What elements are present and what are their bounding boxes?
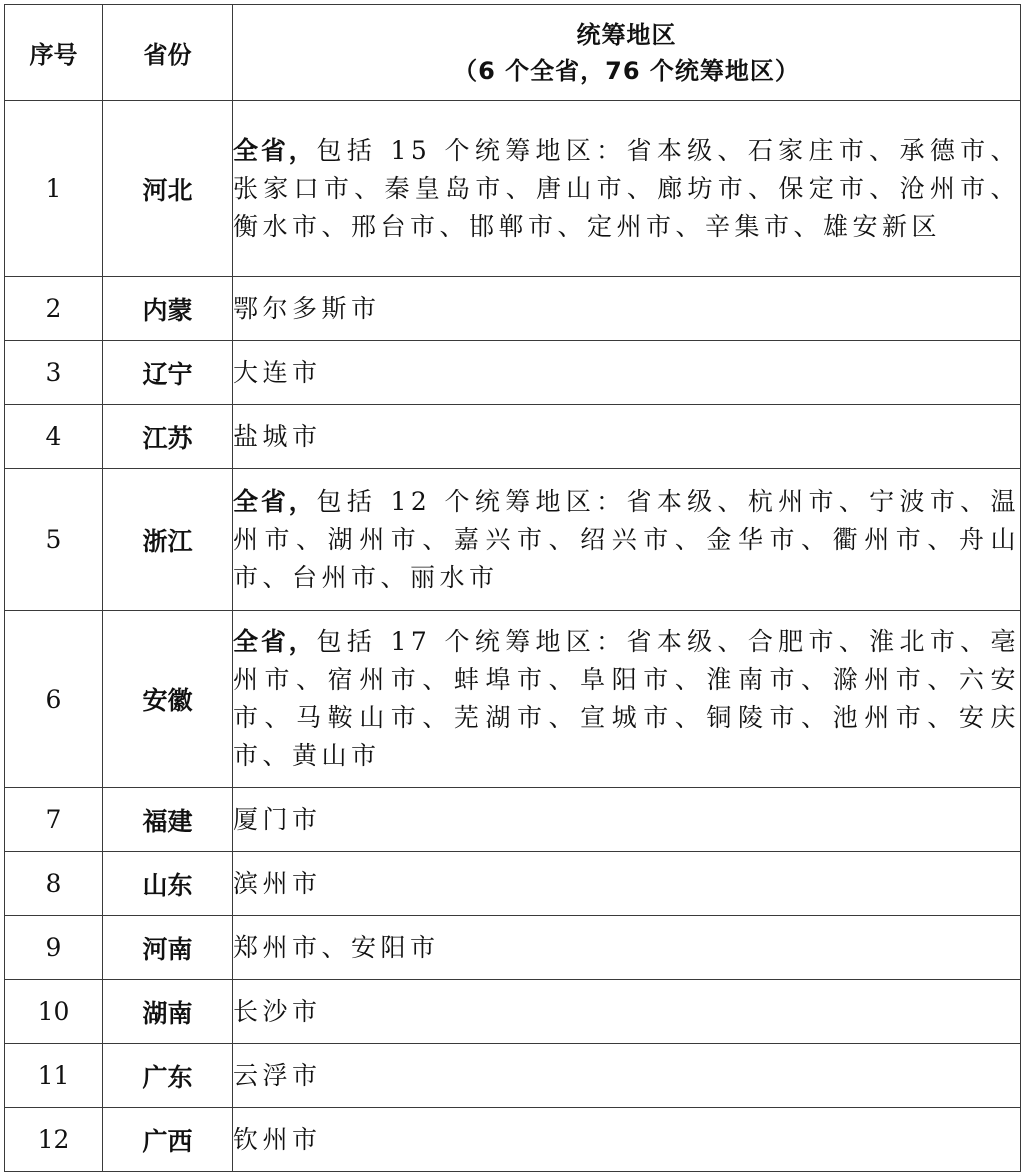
row-serial-number: 10	[5, 980, 103, 1044]
row-area	[233, 101, 1021, 277]
row-serial-number: 11	[5, 1044, 103, 1108]
table-row	[5, 1108, 1021, 1172]
row-serial-number: 2	[5, 277, 103, 341]
row-province: 福建	[103, 788, 233, 852]
row-area	[233, 469, 1021, 611]
header-row	[5, 5, 1021, 101]
table-row	[5, 788, 1021, 852]
row-serial-number: 7	[5, 788, 103, 852]
row-province: 山东	[103, 852, 233, 916]
coordination-regions-table	[4, 4, 1021, 1172]
row-serial-number: 6	[5, 611, 103, 788]
table-row	[5, 980, 1021, 1044]
row-area-text: 大连市	[233, 357, 322, 387]
row-area-text: 钦州市	[233, 1124, 322, 1154]
header-area-summary: （6 个全省，76 个统筹地区）	[453, 56, 800, 85]
row-area-lead: 全省，	[233, 486, 317, 516]
row-serial-number: 12	[5, 1108, 103, 1172]
row-province: 江苏	[103, 405, 233, 469]
header-coordination-area	[233, 5, 1021, 101]
row-serial-number: 9	[5, 916, 103, 980]
table-row	[5, 1044, 1021, 1108]
row-area-text: 长沙市	[233, 996, 322, 1026]
table-body	[5, 101, 1021, 1172]
row-area-text: 包括 17 个统筹地区：省本级、合肥市、淮北市、亳州市、宿州市、蚌埠市、阜阳市、淮南市、滁州市、六安市、马鞍山市、芜湖市、宣城市、铜陵市、池州市、安庆市、黄山市	[233, 627, 1020, 770]
table-row	[5, 101, 1021, 277]
row-area-text: 云浮市	[233, 1060, 322, 1090]
header-province: 省份	[103, 5, 233, 101]
row-area-text: 滨州市	[233, 868, 322, 898]
row-area	[233, 611, 1021, 788]
table-row	[5, 277, 1021, 341]
row-province: 广东	[103, 1044, 233, 1108]
table-row	[5, 611, 1021, 788]
header-serial-number: 序号	[5, 5, 103, 101]
row-province: 湖南	[103, 980, 233, 1044]
row-serial-number: 8	[5, 852, 103, 916]
header-area-title: 统筹地区	[576, 20, 677, 49]
row-area	[233, 341, 1021, 405]
row-province: 河北	[103, 101, 233, 277]
row-area	[233, 916, 1021, 980]
row-serial-number: 1	[5, 101, 103, 277]
row-province: 内蒙	[103, 277, 233, 341]
row-area	[233, 788, 1021, 852]
row-area	[233, 1044, 1021, 1108]
row-province: 广西	[103, 1108, 233, 1172]
table-row	[5, 469, 1021, 611]
row-area-lead: 全省，	[233, 627, 317, 656]
table-row	[5, 405, 1021, 469]
row-area-lead: 全省，	[233, 135, 317, 165]
row-province: 河南	[103, 916, 233, 980]
row-area-text: 厦门市	[233, 804, 322, 834]
row-area	[233, 1108, 1021, 1172]
table-header	[5, 5, 1021, 101]
row-area-text: 盐城市	[233, 421, 322, 451]
row-area	[233, 405, 1021, 469]
table-row	[5, 916, 1021, 980]
row-province: 浙江	[103, 469, 233, 611]
row-area	[233, 980, 1021, 1044]
table-row	[5, 852, 1021, 916]
table-row	[5, 341, 1021, 405]
row-area-text: 鄂尔多斯市	[233, 293, 381, 323]
row-serial-number: 4	[5, 405, 103, 469]
row-province: 安徽	[103, 611, 233, 788]
row-area-text: 包括 12 个统筹地区：省本级、杭州市、宁波市、温州市、湖州市、嘉兴市、绍兴市、金华市、衢州市、舟山市、台州市、丽水市	[233, 486, 1020, 592]
row-area	[233, 277, 1021, 341]
row-serial-number: 5	[5, 469, 103, 611]
row-area-text: 郑州市、安阳市	[233, 932, 440, 962]
row-province: 辽宁	[103, 341, 233, 405]
row-serial-number: 3	[5, 341, 103, 405]
row-area	[233, 852, 1021, 916]
row-area-text: 包括 15 个统筹地区：省本级、石家庄市、承德市、张家口市、秦皇岛市、唐山市、廊坊市、保定市、沧州市、衡水市、邢台市、邯郸市、定州市、辛集市、雄安新区	[233, 135, 1020, 241]
